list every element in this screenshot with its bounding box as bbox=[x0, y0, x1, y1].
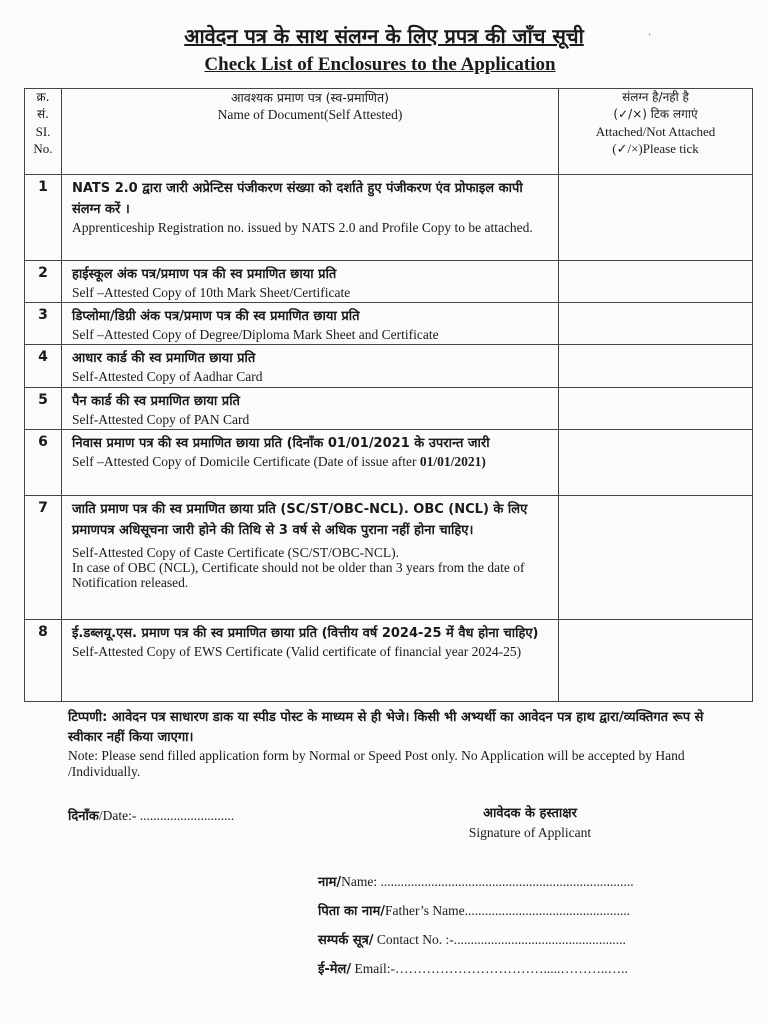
row-document bbox=[62, 388, 559, 430]
field-label-english: Contact No. :-................................................... bbox=[373, 932, 626, 947]
margin-mark: · bbox=[648, 30, 652, 41]
enclosures-table bbox=[24, 88, 753, 702]
field-label-hindi: सम्पर्क सूत्र/ bbox=[318, 933, 374, 948]
row-document-english: Self-Attested Copy of EWS Certificate (Valid certificate of financial year 2024-25) bbox=[72, 644, 522, 659]
row-document bbox=[62, 175, 559, 261]
table-row bbox=[25, 345, 753, 388]
signature-block bbox=[440, 804, 620, 842]
header-tick-hindi: (✓/×) टिक लगाएं bbox=[613, 107, 698, 121]
table-row bbox=[25, 496, 753, 620]
row-tick-cell[interactable] bbox=[559, 430, 753, 496]
row-document-english: Apprenticeship Registration no. issued by NATS 2.0 and Profile Copy to be attached. bbox=[72, 220, 533, 235]
row-document-english: Self-Attested Copy of Caste Certificate (SC/ST/OBC-NCL). bbox=[72, 545, 399, 560]
field-label-hindi: पिता का नाम/ bbox=[318, 904, 386, 919]
row-document-hindi: निवास प्रमाण पत्र की स्व प्रमाणित छाया प्रति (दिनॉंक 01/01/2021 के उपरान्त जारी bbox=[72, 436, 490, 451]
row-document-hindi: आधार कार्ड की स्व प्रमाणित छाया प्रति bbox=[72, 351, 256, 366]
note-block bbox=[68, 708, 718, 780]
row-serial: 6 bbox=[25, 430, 62, 496]
row-document-hindi: ई.डब्लयू.एस. प्रमाण पत्र की स्व प्रमाणित छाया प्रति (वित्तीय वर्ष 2024-25 में वैध होना चाहिए) bbox=[72, 626, 539, 641]
table-header-row bbox=[25, 89, 753, 175]
field-label-english: Name: ........................................................................... bbox=[341, 874, 634, 889]
field-label-english: Father’s Name................................................. bbox=[385, 903, 631, 918]
header-document-english: Name of Document(Self Attested) bbox=[217, 107, 403, 122]
row-serial: 7 bbox=[25, 496, 62, 620]
row-document bbox=[62, 261, 559, 303]
table-row bbox=[25, 388, 753, 430]
date-label-english: /Date:- ............................ bbox=[98, 808, 235, 823]
row-tick-cell[interactable] bbox=[559, 620, 753, 702]
header-serial-no-hindi: क्र. सं. bbox=[36, 90, 50, 121]
header-tick-english: (✓/×)Please tick bbox=[612, 141, 699, 156]
applicant-fields bbox=[318, 872, 718, 988]
row-serial: 3 bbox=[25, 303, 62, 345]
title-english: Check List of Enclosures to the Application bbox=[204, 54, 556, 75]
date-label-hindi: दिनॉंक bbox=[68, 809, 99, 824]
row-serial: 2 bbox=[25, 261, 62, 303]
row-tick-cell[interactable] bbox=[559, 496, 753, 620]
row-document-english-note: In case of OBC (NCL), Certificate should not be older than 3 years from the date of Notification released. bbox=[72, 560, 525, 590]
row-document-english: Self –Attested Copy of 10th Mark Sheet/Certificate bbox=[72, 285, 351, 300]
row-serial: 5 bbox=[25, 388, 62, 430]
signature-label-english: Signature of Applicant bbox=[468, 825, 592, 840]
table-row bbox=[25, 175, 753, 261]
row-document-hindi: NATS 2.0 द्वारा जारी अप्रेन्टिस पंजीकरण संख्या को दर्शाते हुए पंजीकरण एंव प्रोफाइल कापी संलग्न करें । bbox=[72, 181, 523, 217]
field-label-hindi: ई-मेल/ bbox=[318, 962, 352, 977]
row-document-hindi: डिप्लोमा/डिग्री अंक पत्र/प्रमाण पत्र की स्व प्रमाणित छाया प्रति bbox=[72, 309, 360, 324]
row-document bbox=[62, 303, 559, 345]
row-tick-cell[interactable] bbox=[559, 345, 753, 388]
row-serial: 1 bbox=[25, 175, 62, 261]
table-row bbox=[25, 430, 753, 496]
row-tick-cell[interactable] bbox=[559, 303, 753, 345]
date-field[interactable] bbox=[68, 806, 234, 824]
title-hindi: आवेदन पत्र के साथ संलग्न के लिए प्रपत्र की जाँच सूची bbox=[184, 24, 584, 48]
header-document-hindi: आवश्यक प्रमाण पत्र (स्व-प्रमाणित) bbox=[231, 90, 389, 105]
table-row bbox=[25, 303, 753, 345]
signature-label-hindi: आवेदक के हस्ताक्षर bbox=[483, 806, 577, 821]
table-row bbox=[25, 261, 753, 303]
row-document bbox=[62, 430, 559, 496]
row-document bbox=[62, 496, 559, 620]
father-name-field[interactable] bbox=[318, 901, 718, 930]
row-document-english-text: Self –Attested Copy of Domicile Certificate (Date of issue after bbox=[72, 454, 420, 469]
row-document-hindi: पैन कार्ड की स्व प्रमाणित छाया प्रति bbox=[72, 394, 240, 409]
row-tick-cell[interactable] bbox=[559, 261, 753, 303]
row-document bbox=[62, 345, 559, 388]
header-attached-hindi: संलग्न है/नही है bbox=[622, 90, 689, 104]
field-label-hindi: नाम/ bbox=[318, 875, 342, 890]
note-hindi: टिप्पणी: आवेदन पत्र साधारण डाक या स्पीड पोस्ट के माध्यम से ही भेजे। किसी भी अभ्यर्थी का आवेदन पत्र हाथ द्वारा/व्यक्तिगत रूप से स्वीकार नहीं किया जाएगा। bbox=[68, 710, 704, 745]
row-document-english-date: 01/01/2021) bbox=[419, 454, 486, 469]
table-row bbox=[25, 620, 753, 702]
row-serial: 8 bbox=[25, 620, 62, 702]
field-label-english: Email:-…………………………….....………..….. bbox=[351, 961, 628, 976]
row-document-hindi: हाईस्कूल अंक पत्र/प्रमाण पत्र की स्व प्रमाणित छाया प्रति bbox=[72, 267, 337, 282]
row-document-english: Self –Attested Copy of Degree/Diploma Mark Sheet and Certificate bbox=[72, 327, 439, 342]
row-serial: 4 bbox=[25, 345, 62, 388]
note-english: Note: Please send filled application form by Normal or Speed Post only. No Application will be accepted by Hand /Individually. bbox=[68, 748, 685, 779]
name-field[interactable] bbox=[318, 872, 718, 901]
row-document-english bbox=[72, 454, 552, 469]
header-attached-english: Attached/Not Attached bbox=[595, 124, 716, 139]
header-serial-no bbox=[25, 89, 62, 175]
header-attached bbox=[559, 89, 753, 175]
row-document-english: Self-Attested Copy of PAN Card bbox=[72, 412, 250, 427]
row-tick-cell[interactable] bbox=[559, 175, 753, 261]
row-document bbox=[62, 620, 559, 702]
email-field[interactable] bbox=[318, 959, 718, 988]
row-document-english: Self-Attested Copy of Aadhar Card bbox=[72, 369, 263, 384]
row-document-hindi: जाति प्रमाण पत्र की स्व प्रमाणित छाया प्रति (SC/ST/OBC-NCL). OBC (NCL) के लिए प्रमाणपत्र अधिसूचना जारी होने की तिथि से 3 वर्ष से अधिक पुराना नहीं होना चाहिए। bbox=[72, 502, 528, 538]
header-document bbox=[62, 89, 559, 175]
row-tick-cell[interactable] bbox=[559, 388, 753, 430]
contact-field[interactable] bbox=[318, 930, 718, 959]
header-serial-no-english: SI. No. bbox=[33, 124, 53, 156]
